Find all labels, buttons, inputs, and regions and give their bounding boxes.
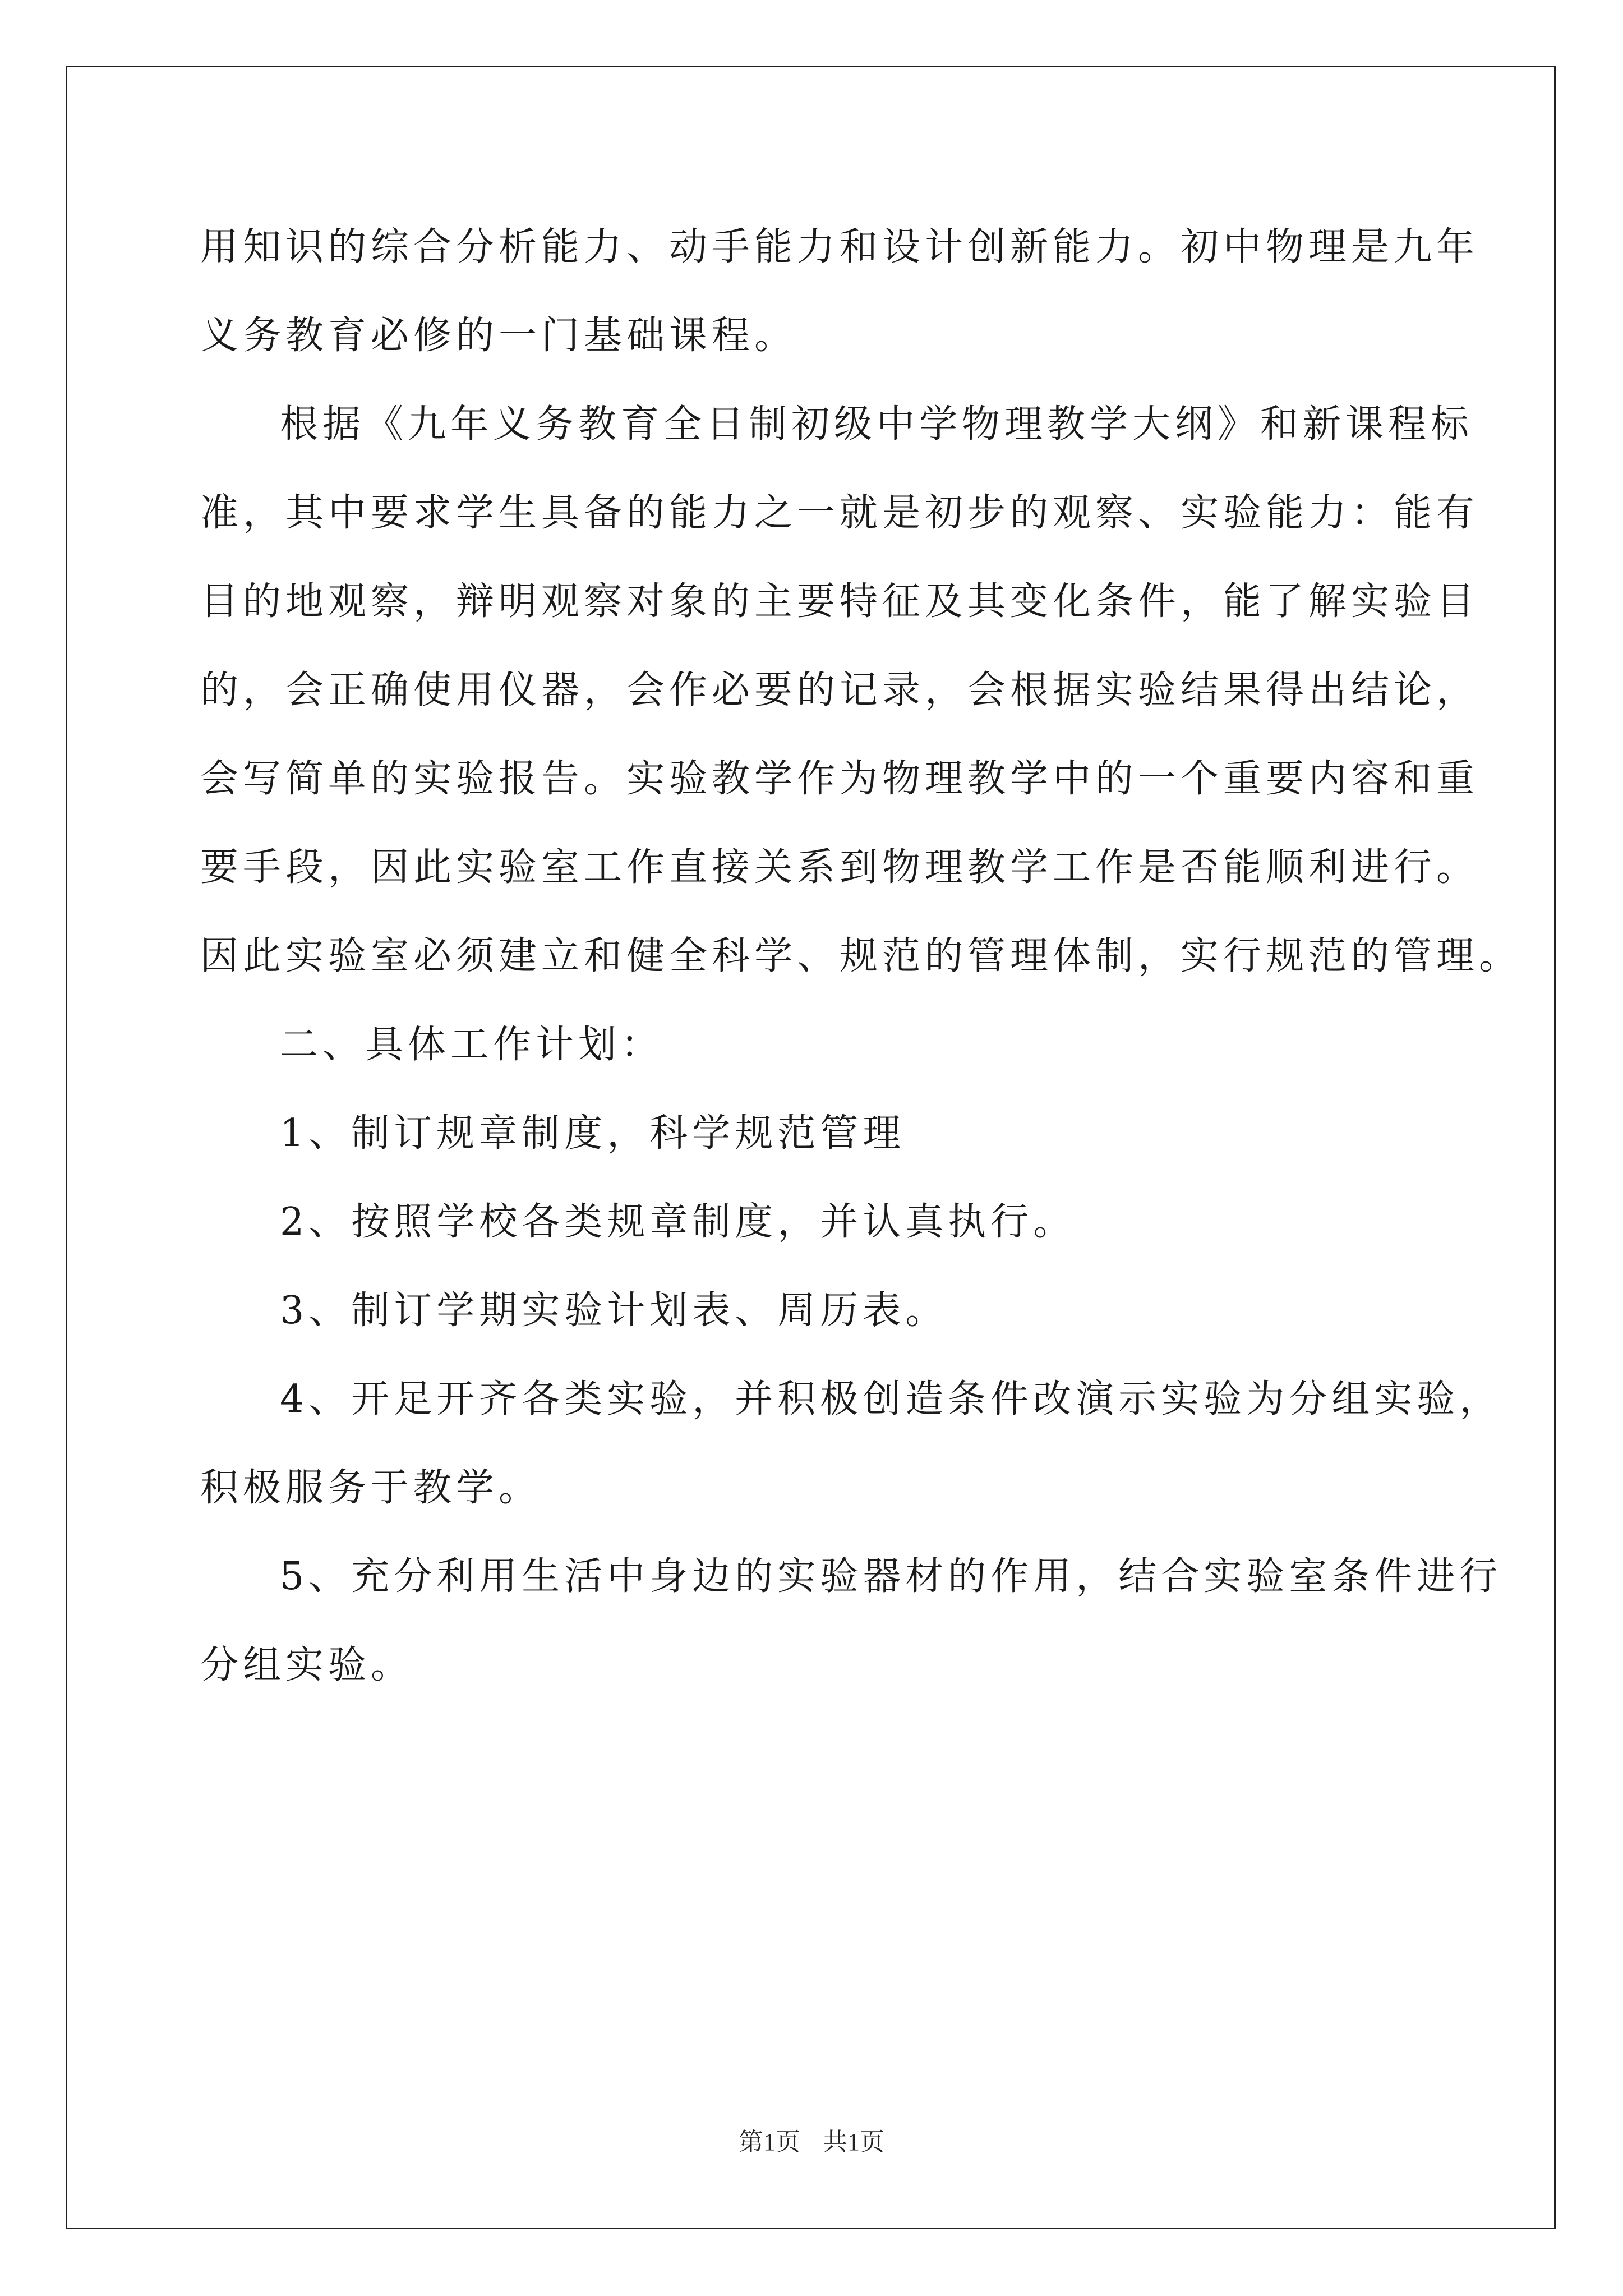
text-line: 目的地观察，辩明观察对象的主要特征及其变化条件，能了解实验目 — [200, 579, 1479, 624]
text-line: 义务教育必修的一门基础课程。 — [200, 314, 797, 358]
text-line: 3、制订学期实验计划表、周历表。 — [280, 1289, 948, 1333]
text-line: 1、制订规章制度，科学规范管理 — [280, 1111, 906, 1156]
text-line: 因此实验室必须建立和健全科学、规范的管理体制，实行规范的管理。 — [200, 934, 1522, 978]
text-line: 要手段，因此实验室工作直接关系到物理教学工作是否能顺利进行。 — [200, 845, 1479, 890]
paragraph — [200, 1355, 1502, 1533]
text-line: 二、具体工作计划： — [280, 1023, 664, 1067]
text-line: 5、充分利用生活中身边的实验器材的作用，结合实验室条件进行 — [280, 1554, 1502, 1599]
paragraph — [200, 1089, 1428, 1178]
paragraph — [200, 380, 1522, 1001]
text-line: 准，其中要求学生具备的能力之一就是初步的观察、实验能力：能有 — [200, 491, 1479, 535]
paragraph — [200, 1178, 1428, 1267]
paragraph — [200, 1001, 1428, 1089]
page-number: 第1页 — [739, 2128, 800, 2156]
text-line: 根据《九年义务教育全日制初级中学物理教学大纲》和新课程标 — [280, 402, 1474, 447]
page-footer — [0, 2122, 1623, 2157]
text-line: 2、按照学校各类规章制度，并认真执行。 — [280, 1200, 1076, 1244]
text-line: 积极服务于教学。 — [200, 1466, 542, 1510]
text-line: 4、开足开齐各类实验，并积极创造条件改演示实验为分组实验， — [280, 1377, 1502, 1421]
text-line: 的，会正确使用仪器，会作必要的记录，会根据实验结果得出结论， — [200, 668, 1479, 712]
paragraph — [200, 203, 1479, 380]
text-line: 用知识的综合分析能力、动手能力和设计创新能力。初中物理是九年 — [200, 225, 1479, 269]
text-line: 会写简单的实验报告。实验教学作为物理教学中的一个重要内容和重 — [200, 757, 1479, 801]
document-body — [200, 203, 1522, 1710]
paragraph — [200, 1533, 1502, 1710]
page-total: 共1页 — [823, 2128, 884, 2156]
paragraph — [200, 1267, 1428, 1355]
text-line: 分组实验。 — [200, 1643, 414, 1687]
